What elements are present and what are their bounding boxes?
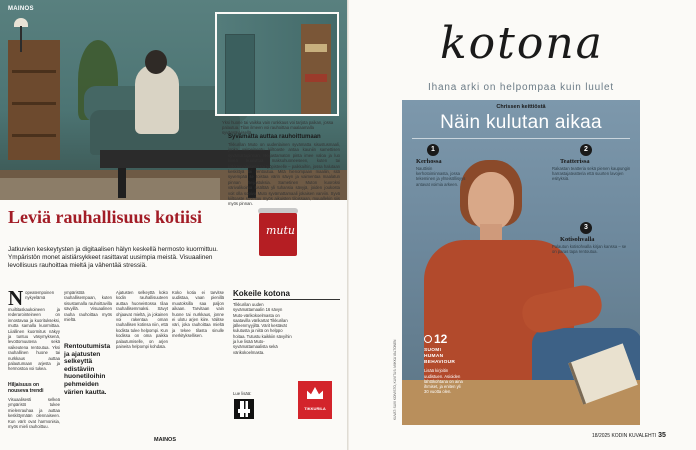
body-column-4: Koko kotia ei tarvitse uudistaa, vaan pienillä muutoksilla saa paljon aikaan. Tarvitaan vain huone tai nurkkaus, jonne ei ulotu arjen kiire. Valitse väri, joka rauhoittaa mieltä ja tekee tilasta sinulle merkityksellisen. (172, 290, 224, 339)
tagline: Ihana arki on helpompaa kuin luulet (428, 82, 614, 93)
tip-text-3: Palautun kotisohvalla kirjan kanssa – se on paras tapa rentoutua. (552, 244, 627, 255)
body-column-1b: Visuaalisesti selkeä ympäristö tukee mielenrauhaa ja auttaa keskittymään olennaiseen. Kun värit ovat harmonisia, myös mieli rauhoittuu. (8, 397, 60, 430)
read-more-label: Lue lisää: (233, 391, 252, 396)
tip-number-2: 2 (580, 144, 592, 156)
ad-label-bottom: MAINOS (154, 437, 176, 443)
divider (233, 299, 340, 300)
kicker: Chrissen keittiöstä (496, 104, 546, 110)
try-at-home-body: Tikkurilan uuden syvämattamaalin 16 sävyn Muto-värikokoelmasta on saatavilla värikartat Tikkurilan jälleenmyyjiltä. Värit kestävät kulutusta ja niitä on helppo hoitaa. Tutustu kaikkiin sävyihin ja lue lisää Muto-syvämattamaalista sekä värikokoelmasta. (233, 302, 292, 355)
try-at-home-heading: Kokeile kotona (233, 289, 290, 298)
qr-code-icon[interactable] (234, 399, 254, 419)
pull-quote: Rentoutumista ja ajatusten selkeyttä edistäviin huonetiloihin pehmeiden värien kautta. (64, 343, 111, 396)
column-right-body: Tikkurilan Muto on uudenlainen syvämatta sisustusmaali, jonka vaimeinentu kiiltoaste antaa kauniin samettisen syvämattapinnan. Heijastamaton pinta imee valoa ja luo kiveä kuoluttua maksuhuoneeseen, kuten tai kirkkaavalaiseen tai työpisteelle – paikkaihin, jossa halutaan keskittyä tai rentoutua. Mitä hienompaan maaliin, sitä syvempää se toistaa värin sävyn ja vaimentaa maalatun pinnan heijastuksia. Sametinen Muton kuoroksi värivalikoima sisältää yli tuhansia sävyjä, joiden joukosta voit olla sopiva Muto syvämattamaali jokaisen varviin. Syvä kiiltoaste soveltuu myös aikuisten tiloissaan, muuallekin siis myös pinnan. (228, 142, 340, 207)
feature-title: Näin kulutan aikaa (440, 112, 602, 133)
person-reading (135, 64, 179, 134)
inset-caption: Yksi huone tai vaikka vain runkkaus voi tarjota paikan, jossa palautua. Tilan ilmeen voi rauhoittaa maalaamalla syvänsävyisellä. (222, 120, 334, 136)
circle-icon (424, 335, 432, 343)
tip-heading-3: Kotisohvalla (560, 236, 595, 243)
photo-credit: KUVAT: SUVI KOIVISTO, KUVITUS: MIIKKA VALTONEN (393, 339, 397, 420)
body-column-1: Nopeatempoinen nykyelämä muiltitaskaukoineen ja rederarointeineen on innostavaa ja kuoritukseksi, mutta samalla kuormittaa. Liiallinen kuormitus näkyy ja tuntuu väsymyksenä, levottomuutena sekä vaikeutena rentoutua. Yksi rauhallinen huone tai nurkkaus auttaa palautumaan arjesta ja hermostoa voi tukea. (8, 286, 60, 372)
tip-heading-2: Teatterissa (560, 158, 590, 165)
tip-heading-1: Kerhossa (416, 158, 442, 165)
inset-photo (215, 12, 339, 116)
portrait (468, 172, 514, 230)
subheading: Syvämatta auttaa rauhoittumaan (228, 134, 321, 140)
tip-number-1: 1 (427, 144, 439, 156)
ad-label: MAINOS (8, 6, 34, 12)
masthead: kotona (440, 18, 604, 69)
tin-logo: mutu (266, 224, 296, 237)
tikkurila-logo: TIKKURILA (298, 381, 332, 419)
lead-paragraph: Jatkuvien keskeytysten ja digitaalisen hälyn keskellä hermosto kuormittuu. Ympäristön monet aistiärsykkeet rasittavat uusimpia meistä. Visuaalinen levollisuus rauhoittaa mieltä ja vähentää stressiä. (8, 246, 218, 270)
bookshelf (8, 40, 60, 160)
drop-cap: N (8, 286, 24, 310)
section-heading: Hiljaisuus on nouseva trendi (8, 382, 44, 394)
paint-tin (258, 208, 298, 256)
headline: Leviä rauhallisuus kotiisi (8, 207, 203, 227)
tip-text-2: Rakastan teatteria sekä pienen kaupungin harrastajateatteria että suurten lavojen esityksiä. (552, 166, 631, 182)
page-folio: 18/2025 KODIN KUVALEHTI 35 (592, 432, 666, 439)
page-gutter (347, 0, 349, 450)
body-column-3: Ajatusten selkeyttä koko kodin rauhallisuuteen auttaa huoneistossa tilaa rauhallisemmaksi. Sävyt ohjaavat mieltä, ja jokainen voi rakentaa oman rauhallisen kotinsa niin, että kodista tulee helpompi. Kun kodissa on oma paikka palautumiselle, on arjen paineita helpompi kohdata. (116, 290, 168, 350)
crown-icon (307, 387, 323, 399)
tip-text-1: Nauttisin kerhotoiminnasta, jossa tekeminen ja yhteisöllisyys antavat voimia arkeen. (416, 166, 466, 187)
human-behaviour-badge: 12 SUOMI HUMAN BEHAVIOUR Lisää kirjoitin uudistuen. Asioiden lähtökohtana on aina ihmiset, ja eniten yli 30 vuotta olen. (424, 332, 463, 395)
body-column-2: ympäristöä rauhallisempaan, kuten sisustamalla rauhoittavilla sävyillä. Visuaalinen rauha rauhoittaa myös mieltä. (64, 290, 112, 323)
tip-number-3: 3 (580, 222, 592, 234)
